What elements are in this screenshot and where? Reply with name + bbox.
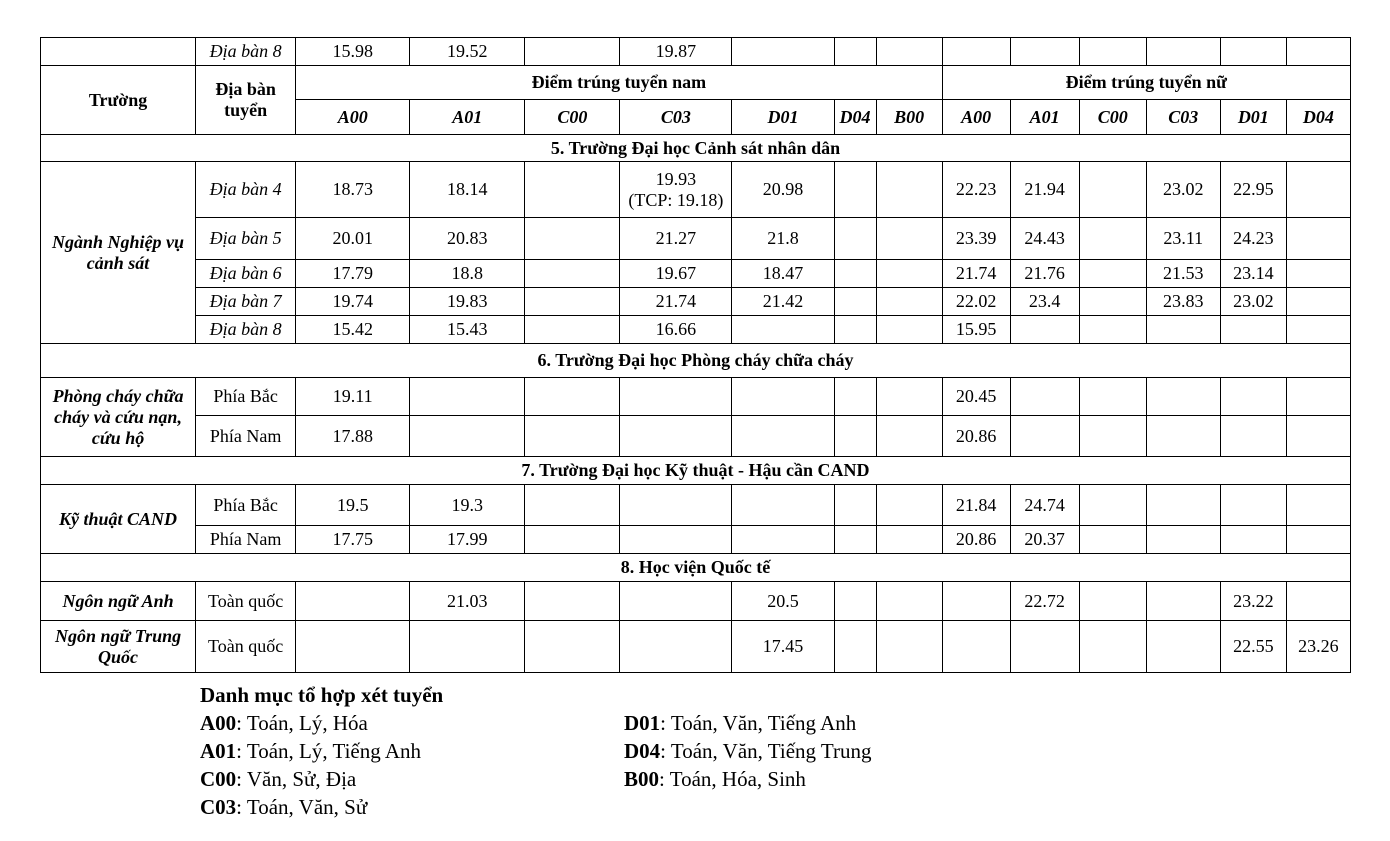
score-cell [876,378,942,416]
score-cell [1079,526,1146,554]
score-cell [525,260,620,288]
score-cell [732,378,834,416]
score-cell [876,162,942,218]
section-title-row [41,135,1351,162]
score-cell [1286,416,1350,457]
score-cell [525,526,620,554]
score-cell [1286,316,1350,344]
score-cell: 23.02 [1220,288,1286,316]
score-cell [1286,582,1350,621]
table-row [41,218,1351,260]
score-cell [732,38,834,66]
score-cell [942,621,1010,673]
area-cell: Địa bàn 8 [196,316,296,344]
score-cell [525,218,620,260]
section-title-row [41,457,1351,485]
score-cell: 15.43 [410,316,525,344]
score-cell [1286,260,1350,288]
score-cell: 20.86 [942,416,1010,457]
score-cell [876,582,942,621]
score-cell: 19.3 [410,485,525,526]
score-cell [732,526,834,554]
score-cell [732,316,834,344]
score-cell [876,526,942,554]
score-cell [1079,260,1146,288]
code-header: D04 [1286,100,1350,135]
score-cell [1286,526,1350,554]
score-cell [1146,378,1220,416]
code-header: C03 [620,100,732,135]
score-cell [1286,38,1350,66]
score-cell [525,316,620,344]
score-cell: 24.23 [1220,218,1286,260]
score-cell [1010,316,1079,344]
score-cell [876,288,942,316]
score-cell [834,621,876,673]
table-row [41,260,1351,288]
score-cell [1146,526,1220,554]
score-cell [834,316,876,344]
score-cell: 19.83 [410,288,525,316]
code-header: D01 [1220,100,1286,135]
legend-title: Danh mục tổ hợp xét tuyển [200,683,444,707]
score-cell: 19.67 [620,260,732,288]
score-cell: 23.02 [1146,162,1220,218]
score-cell [1286,162,1350,218]
score-cell [876,485,942,526]
score-cell: 17.79 [296,260,410,288]
score-cell [834,288,876,316]
score-cell: 21.84 [942,485,1010,526]
area-cell: Địa bàn 6 [196,260,296,288]
score-cell: 15.42 [296,316,410,344]
score-cell: 20.83 [410,218,525,260]
score-cell [620,378,732,416]
score-cell [876,38,942,66]
score-cell [834,416,876,457]
legend-item [200,793,367,821]
score-cell: 18.47 [732,260,834,288]
score-cell [1010,621,1079,673]
legend-text: : Toán, Văn, Sử [236,795,368,819]
score-cell: 21.42 [732,288,834,316]
score-cell [1220,526,1286,554]
score-cell: 20.5 [732,582,834,621]
score-cell [942,38,1010,66]
area-cell: Phía Bắc [196,485,296,526]
score-cell [525,162,620,218]
score-cell: 20.45 [942,378,1010,416]
score-cell: 23.39 [942,218,1010,260]
header-area: Địa bàn tuyển [196,66,296,135]
score-cell: 19.52 [410,38,525,66]
section-title-row [41,554,1351,582]
legend-code: C00 [200,767,237,791]
major-cell: Kỹ thuật CAND [41,485,196,554]
table-row [41,316,1351,344]
code-header: A00 [942,100,1010,135]
score-cell [296,621,410,673]
legend-item [200,765,356,793]
score-cell [1010,38,1079,66]
code-header: D04 [834,100,876,135]
score-cell [1079,218,1146,260]
legend-code: D04 [624,739,661,763]
score-cell [1220,416,1286,457]
score-cell [1079,378,1146,416]
area-cell: Địa bàn 4 [196,162,296,218]
score-cell [525,378,620,416]
major-cell: Ngành Nghiệp vụ cảnh sát [41,162,196,344]
area-cell: Địa bàn 8 [196,38,296,66]
header-female: Điểm trúng tuyển nữ [942,66,1350,100]
score-cell: 16.66 [620,316,732,344]
score-cell [1079,485,1146,526]
score-cell: 18.8 [410,260,525,288]
score-cell: 23.11 [1146,218,1220,260]
table-row [41,378,1351,416]
score-cell: 20.01 [296,218,410,260]
legend-code: A00 [200,711,237,735]
score-cell [1010,378,1079,416]
section-title: 8. Học viện Quốc tế [41,554,1351,582]
score-cell: 17.75 [296,526,410,554]
score-cell: 19.74 [296,288,410,316]
score-cell [1010,416,1079,457]
score-cell [525,416,620,457]
major-cell: Phòng cháy chữa cháy và cứu nạn, cứu hộ [41,378,196,457]
score-cell [876,260,942,288]
score-cell [1079,288,1146,316]
major-cell: Ngôn ngữ Trung Quốc [41,621,196,673]
score-cell: 21.03 [410,582,525,621]
score-cell: 17.88 [296,416,410,457]
score-cell [834,260,876,288]
section-title: 7. Trường Đại học Kỹ thuật - Hậu cần CAND [41,457,1351,485]
legend-text: : Toán, Văn, Tiếng Anh [660,711,857,735]
score-cell [1079,38,1146,66]
code-header: A01 [410,100,525,135]
score-cell: 19.87 [620,38,732,66]
score-cell [876,316,942,344]
score-cell [1146,485,1220,526]
score-cell: 17.99 [410,526,525,554]
score-cell: 22.95 [1220,162,1286,218]
score-cell [732,485,834,526]
score-cell: 19.5 [296,485,410,526]
score-cell: 23.26 [1286,621,1350,673]
score-cell [525,582,620,621]
score-cell: 15.95 [942,316,1010,344]
score-cell [876,621,942,673]
area-cell: Địa bàn 7 [196,288,296,316]
code-header: B00 [876,100,942,135]
score-cell: 21.76 [1010,260,1079,288]
area-cell: Phía Nam [196,526,296,554]
code-header: A01 [1010,100,1079,135]
score-cell [620,416,732,457]
score-cell [620,582,732,621]
score-cell [1079,162,1146,218]
score-cell [620,621,732,673]
score-cell: 22.02 [942,288,1010,316]
major-cell: Ngôn ngữ Anh [41,582,196,621]
score-cell [1286,218,1350,260]
score-cell [834,378,876,416]
section-title: 5. Trường Đại học Cảnh sát nhân dân [41,135,1351,162]
score-cell: 19.93 (TCP: 19.18) [620,162,732,218]
score-cell [620,526,732,554]
score-cell [410,378,525,416]
score-cell [1146,38,1220,66]
score-cell: 19.11 [296,378,410,416]
code-header: C00 [525,100,620,135]
score-cell [1079,416,1146,457]
code-header: D01 [732,100,834,135]
header-row [41,66,1351,100]
score-cell: 23.4 [1010,288,1079,316]
score-cell [834,526,876,554]
score-cell: 21.53 [1146,260,1220,288]
legend-code: C03 [200,795,237,819]
area-cell: Địa bàn 5 [196,218,296,260]
table-row [41,38,1351,66]
score-cell [296,582,410,621]
legend-item [200,709,368,737]
score-cell [876,416,942,457]
table-row [41,526,1351,554]
area-cell: Toàn quốc [196,582,296,621]
score-cell: 23.83 [1146,288,1220,316]
table-row [41,162,1351,218]
score-cell [525,38,620,66]
header-male: Điểm trúng tuyển nam [296,66,942,100]
score-cell [1220,378,1286,416]
score-cell [834,485,876,526]
score-cell [1146,316,1220,344]
legend-item [200,737,421,765]
score-cell: 20.37 [1010,526,1079,554]
legend-text: : Toán, Văn, Tiếng Trung [660,739,872,763]
table-row [41,621,1351,673]
score-cell: 20.98 [732,162,834,218]
legend-item [624,765,806,793]
score-cell [1286,378,1350,416]
table-row [41,485,1351,526]
score-cell: 21.27 [620,218,732,260]
area-cell: Phía Nam [196,416,296,457]
score-cell [834,218,876,260]
score-cell: 22.72 [1010,582,1079,621]
score-cell [834,38,876,66]
legend-text: : Toán, Lý, Hóa [236,711,368,735]
area-cell: Toàn quốc [196,621,296,673]
score-cell [1146,621,1220,673]
score-cell [410,621,525,673]
score-cell: 24.74 [1010,485,1079,526]
combination-legend [200,681,1100,819]
score-cell [525,621,620,673]
score-cell: 17.45 [732,621,834,673]
score-cell [876,218,942,260]
code-header: A00 [296,100,410,135]
score-cell [942,582,1010,621]
score-cell: 21.8 [732,218,834,260]
score-cell: 20.86 [942,526,1010,554]
legend-code: B00 [624,767,660,791]
score-cell: 22.55 [1220,621,1286,673]
score-cell [410,416,525,457]
score-cell [834,582,876,621]
score-cell [1286,288,1350,316]
score-cell [1220,316,1286,344]
score-cell [1220,485,1286,526]
section-title-row [41,344,1351,378]
legend-code: D01 [624,711,661,735]
score-cell: 23.14 [1220,260,1286,288]
score-cell [1146,582,1220,621]
score-cell [525,288,620,316]
table-row [41,582,1351,621]
legend-text: : Văn, Sử, Địa [236,767,357,791]
score-cell: 18.14 [410,162,525,218]
score-cell [1286,485,1350,526]
score-cell [1079,316,1146,344]
score-cell [525,485,620,526]
score-cell: 24.43 [1010,218,1079,260]
score-cell: 21.74 [620,288,732,316]
header-school: Trường [41,66,196,135]
legend-code: A01 [200,739,237,763]
score-cell: 22.23 [942,162,1010,218]
score-cell: 23.22 [1220,582,1286,621]
score-cell [1079,621,1146,673]
score-cell: 15.98 [296,38,410,66]
score-cell: 18.73 [296,162,410,218]
score-cell: 21.74 [942,260,1010,288]
table-row [41,416,1351,457]
score-cell [620,485,732,526]
code-header: C03 [1146,100,1220,135]
score-cell [1220,38,1286,66]
legend-item [624,737,871,765]
section-title: 6. Trường Đại học Phòng cháy chữa cháy [41,344,1351,378]
legend-text: : Toán, Hóa, Sinh [659,767,806,791]
score-cell: 21.94 [1010,162,1079,218]
score-cell [732,416,834,457]
legend-item [624,709,856,737]
admission-score-table [40,37,1351,673]
score-cell [1146,416,1220,457]
score-cell [1079,582,1146,621]
code-header: C00 [1079,100,1146,135]
score-cell [834,162,876,218]
school-cell [41,38,196,66]
table-row [41,288,1351,316]
area-cell: Phía Bắc [196,378,296,416]
legend-text: : Toán, Lý, Tiếng Anh [236,739,422,763]
